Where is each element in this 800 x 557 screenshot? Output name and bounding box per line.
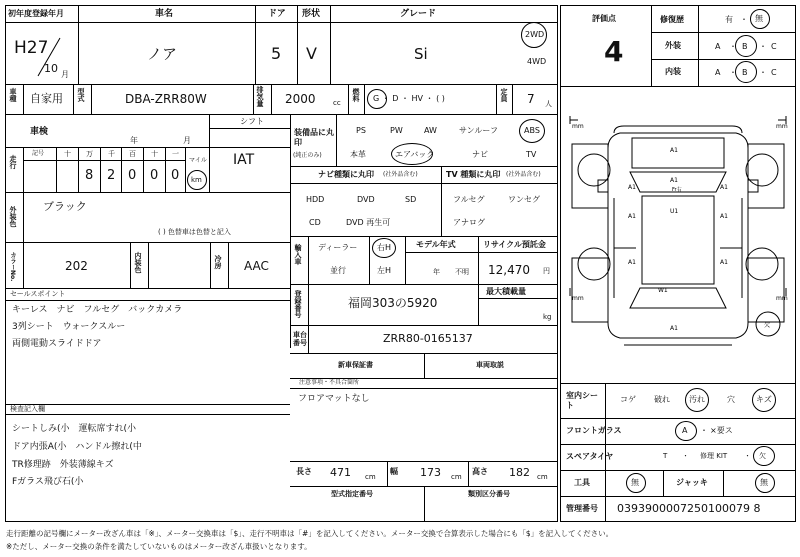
inspector-line-2: TR修理跡 外装薄線キズ bbox=[12, 460, 114, 470]
tools-value: 無 bbox=[631, 478, 639, 487]
spare-dot2: ・ bbox=[744, 452, 751, 460]
reg-year-label: 初年度登録年月 bbox=[8, 9, 64, 18]
equip-pw: PW bbox=[390, 126, 403, 135]
equip-aw: AW bbox=[424, 126, 437, 135]
equip-leather: 本革 bbox=[350, 150, 366, 159]
int-b: B bbox=[742, 68, 748, 77]
drive-4wd: 4WD bbox=[527, 57, 547, 66]
color-no-value: 202 bbox=[65, 259, 88, 273]
ext-b: B bbox=[742, 42, 748, 51]
digit-label-2: 千 bbox=[108, 150, 115, 158]
mark-fr-right: Fr右 bbox=[672, 187, 682, 193]
mgmt-label: 管理番号 bbox=[566, 504, 598, 513]
disp-value: 2000 bbox=[285, 92, 316, 106]
car-diagram bbox=[562, 88, 794, 378]
inspect-label: 車検 bbox=[30, 127, 49, 137]
int-dot1: ・ bbox=[729, 68, 737, 77]
mark-roof: U1 bbox=[670, 208, 679, 215]
load-label: 最大積載量 bbox=[486, 287, 526, 296]
ext-a: A bbox=[715, 42, 721, 51]
tv-fullseg: フルセグ bbox=[453, 195, 485, 204]
int-c: C bbox=[771, 68, 777, 77]
inspector-line-3: Fガラス飛び石(小 bbox=[12, 477, 84, 487]
inspector-line-1: ドア内張A(小 ハンドル擦れ(中 bbox=[12, 442, 142, 452]
equip-label-sub: (純正のみ) bbox=[293, 152, 322, 159]
glass-a: A bbox=[682, 426, 688, 435]
height-value: 182 bbox=[509, 466, 530, 479]
import-parallel: 並行 bbox=[330, 266, 346, 275]
ruler-rl: mm bbox=[572, 295, 584, 302]
spare-missing: 欠 bbox=[759, 452, 766, 460]
mark-left-front: A1 bbox=[628, 184, 636, 191]
shift-label: シフト bbox=[240, 117, 264, 126]
tv-analog: アナログ bbox=[453, 218, 485, 227]
interior-label: 内装 bbox=[665, 67, 681, 76]
grade-value: Si bbox=[414, 45, 428, 63]
seat-koge: コゲ bbox=[620, 395, 636, 404]
model-name: ノア bbox=[147, 45, 178, 63]
ruler-fl: mm bbox=[572, 123, 584, 130]
import-label: 輸入車 bbox=[294, 244, 302, 265]
type-value: DBA-ZRR80W bbox=[125, 92, 207, 106]
height-unit: cm bbox=[537, 473, 548, 481]
seat-stain: 汚れ bbox=[689, 395, 705, 404]
int-a: A bbox=[715, 68, 721, 77]
mileage-digit-1: 2 bbox=[107, 168, 116, 183]
navi-dvd: DVD bbox=[357, 195, 375, 204]
digit-label-4: 十 bbox=[151, 150, 158, 158]
mileage-digit-4: 0 bbox=[171, 168, 180, 183]
width-label: 幅 bbox=[390, 467, 398, 476]
import-left: 左H bbox=[377, 266, 392, 275]
model-name-label: 車名 bbox=[155, 9, 174, 19]
digit-label-1: 万 bbox=[86, 150, 93, 158]
selling-line-0: キーレス ナビ フルセグ バックカメラ bbox=[12, 305, 183, 315]
tools-label: 工具 bbox=[574, 478, 590, 487]
km-label: km bbox=[191, 176, 202, 184]
mark-right-front: A1 bbox=[720, 184, 728, 191]
glass-dot: ・ bbox=[700, 426, 708, 435]
tv-oneseg: ワンセグ bbox=[508, 195, 540, 204]
recycle-value: 12,470 bbox=[488, 263, 530, 277]
month-unit: 月 bbox=[61, 70, 69, 79]
mileage-digit-0: 8 bbox=[85, 168, 94, 183]
jack-label: ジャッキ bbox=[676, 478, 708, 487]
exterior-label: 外装 bbox=[665, 41, 681, 50]
category-label: 類別区分番号 bbox=[468, 490, 510, 498]
length-value: 471 bbox=[330, 466, 351, 479]
tv-sub: (社外品含む) bbox=[506, 171, 541, 178]
glass-replace: ×要ス bbox=[710, 426, 733, 435]
ac-value: AAC bbox=[244, 259, 269, 273]
door-count: 5 bbox=[271, 44, 282, 63]
capacity-unit: 人 bbox=[545, 100, 552, 108]
chassis-label: 車台番号 bbox=[293, 331, 307, 348]
mark-right-door2: A1 bbox=[720, 259, 728, 266]
model-designation-label: 型式指定番号 bbox=[331, 490, 373, 498]
seat-hole: 穴 bbox=[727, 395, 735, 404]
mile-label: マイル bbox=[189, 157, 207, 164]
digit-label-5: 一 bbox=[172, 150, 179, 158]
recycle-unit: 円 bbox=[543, 267, 550, 275]
mileage-label: 走行 bbox=[9, 155, 17, 169]
reg-label: 登録番号 bbox=[294, 290, 302, 318]
mileage-digit-3: 0 bbox=[150, 168, 159, 183]
digit-label-3: 百 bbox=[129, 150, 136, 158]
footer-line-2: ※ただし、メーター交換の条件を満たしていないものはメーター改ざん車扱いとなります。 bbox=[6, 542, 312, 551]
load-unit: kg bbox=[543, 313, 552, 321]
color-label: 外装色 bbox=[9, 206, 17, 227]
equip-ps: PS bbox=[356, 126, 366, 135]
inspect-year-unit: 年 bbox=[130, 136, 138, 145]
ruler-fr: mm bbox=[776, 123, 788, 130]
score-label: 評価点 bbox=[592, 14, 616, 23]
interior-color-label: 内装色 bbox=[134, 252, 142, 273]
seat-tear: 破れ bbox=[654, 395, 670, 404]
ext-dot1: ・ bbox=[729, 42, 737, 51]
height-label: 高さ bbox=[472, 467, 488, 476]
grade-label: グレード bbox=[400, 9, 437, 19]
model-year-label: モデル年式 bbox=[416, 240, 456, 249]
fuel-options: G ・ D ・ HV ・ ( ) bbox=[373, 94, 445, 103]
kind-label: 車種 bbox=[9, 88, 17, 102]
missing-mark: 欠 bbox=[764, 322, 771, 329]
repair-yes: 有 bbox=[725, 15, 733, 24]
footer-line-1: 走行距離の記号欄にメーター改ざん車は「※」、メーター交換車は「$」、走行不明車は「#」を記入してください。メーター交換で合算表示した場合にも「$」を記入してください。 bbox=[6, 529, 614, 538]
navi-hdd: HDD bbox=[306, 195, 325, 204]
new-car-warranty: 新車保証書 bbox=[338, 361, 373, 369]
selling-line-2: 両側電動スライドドア bbox=[12, 339, 102, 349]
drive-2wd: 2WD bbox=[525, 30, 545, 39]
selling-label: セールスポイント bbox=[10, 290, 66, 298]
equip-sunroof: サンルーフ bbox=[459, 126, 498, 135]
length-unit: cm bbox=[365, 473, 376, 481]
equip-airbag: エアバック bbox=[395, 150, 435, 159]
spare-t: T bbox=[663, 452, 668, 460]
repaint-note: ( ) 色替車は色替と記入 bbox=[158, 228, 231, 236]
era-year: H27 bbox=[14, 38, 49, 58]
repair-dot: ・ bbox=[740, 15, 748, 24]
shift-value: IAT bbox=[233, 152, 255, 168]
mark-right-door1: A1 bbox=[720, 213, 728, 220]
glass-label: フロントガラス bbox=[566, 426, 622, 435]
navi-dvd-play: DVD 再生可 bbox=[346, 218, 391, 227]
type-label: 型式 bbox=[77, 88, 85, 102]
ac-label: 冷房 bbox=[214, 255, 222, 269]
inspector-label: 検査記入欄 bbox=[10, 405, 45, 413]
reg-month: 10 bbox=[44, 62, 58, 75]
spare-label: スペアタイヤ bbox=[566, 452, 614, 461]
notes-label: 注意事項・不具合箇所 bbox=[299, 379, 360, 386]
seat-label: 室内シート bbox=[566, 391, 598, 411]
disp-label: 排気量 bbox=[256, 86, 264, 107]
chassis-value: ZRR80-0165137 bbox=[383, 332, 473, 345]
int-dot2: ・ bbox=[759, 68, 767, 77]
model-year-unit: 年 bbox=[433, 268, 440, 276]
color-value: ブラック bbox=[43, 200, 87, 213]
mark-rear: A1 bbox=[670, 325, 678, 332]
navi-cd: CD bbox=[309, 218, 321, 227]
equip-abs: ABS bbox=[524, 126, 540, 135]
reg-value: 福岡303の5920 bbox=[348, 296, 438, 310]
width-value: 173 bbox=[420, 466, 441, 479]
ruler-rr: mm bbox=[776, 295, 788, 302]
width-unit: cm bbox=[451, 473, 462, 481]
mileage-digit-2: 0 bbox=[128, 168, 137, 183]
navi-sd: SD bbox=[405, 195, 417, 204]
notes-text: フロアマットなし bbox=[298, 394, 370, 404]
import-right: 右H bbox=[377, 243, 392, 252]
digit-label-0: 十 bbox=[64, 150, 71, 158]
mark-rear-glass: W1 bbox=[658, 287, 668, 294]
length-label: 長さ bbox=[296, 467, 312, 476]
ext-dot2: ・ bbox=[759, 42, 767, 51]
equip-tv: TV bbox=[526, 150, 537, 159]
mark-left-door2: A1 bbox=[628, 259, 636, 266]
repair-no: 無 bbox=[755, 14, 763, 23]
shape-label: 形状 bbox=[302, 9, 321, 19]
spare-dot1: ・ bbox=[682, 452, 689, 460]
navi-label: ナビ種類に丸印 bbox=[318, 170, 374, 179]
navi-sub: (社外品含む) bbox=[383, 171, 418, 178]
mark-left-door1: A1 bbox=[628, 213, 636, 220]
repair-label: 修復歴 bbox=[660, 15, 684, 24]
mark-hood: A1 bbox=[670, 147, 678, 154]
vehicle-manual: 車両取説 bbox=[476, 361, 504, 369]
shape-value: V bbox=[306, 44, 317, 63]
fuel-label: 燃料 bbox=[352, 88, 360, 102]
equip-label: 装備品に丸印 bbox=[294, 128, 334, 147]
model-year-unknown: 不明 bbox=[455, 268, 469, 276]
disp-unit: cc bbox=[333, 99, 341, 107]
import-dealer: ディーラー bbox=[318, 243, 358, 252]
mgmt-value: 0393900007250100079 8 bbox=[617, 502, 761, 515]
capacity-value: 7 bbox=[527, 92, 535, 106]
kind-value: 自家用 bbox=[30, 92, 63, 105]
mark-label: 記号 bbox=[32, 150, 45, 157]
seat-scratch: キズ bbox=[756, 395, 772, 404]
tv-label: TV 種類に丸印 bbox=[446, 170, 501, 179]
color-no-label: カラーNo. bbox=[9, 252, 16, 282]
inspector-line-0: シートしみ(小 運転席すれ(小 bbox=[12, 424, 137, 434]
inspect-month-unit: 月 bbox=[183, 136, 191, 145]
score-value: 4 bbox=[604, 35, 624, 68]
equip-navi: ナビ bbox=[472, 150, 488, 159]
jack-value: 無 bbox=[760, 478, 768, 487]
spare-kit: 修理 KIT bbox=[700, 452, 728, 460]
ext-c: C bbox=[771, 42, 777, 51]
recycle-label: リサイクル預託金 bbox=[483, 240, 546, 249]
door-label: ドア bbox=[268, 9, 286, 19]
capacity-label: 定員 bbox=[500, 88, 508, 102]
mark-windshield: A1 bbox=[670, 177, 678, 184]
selling-line-1: 3列シート ウォークスルー bbox=[12, 322, 126, 332]
